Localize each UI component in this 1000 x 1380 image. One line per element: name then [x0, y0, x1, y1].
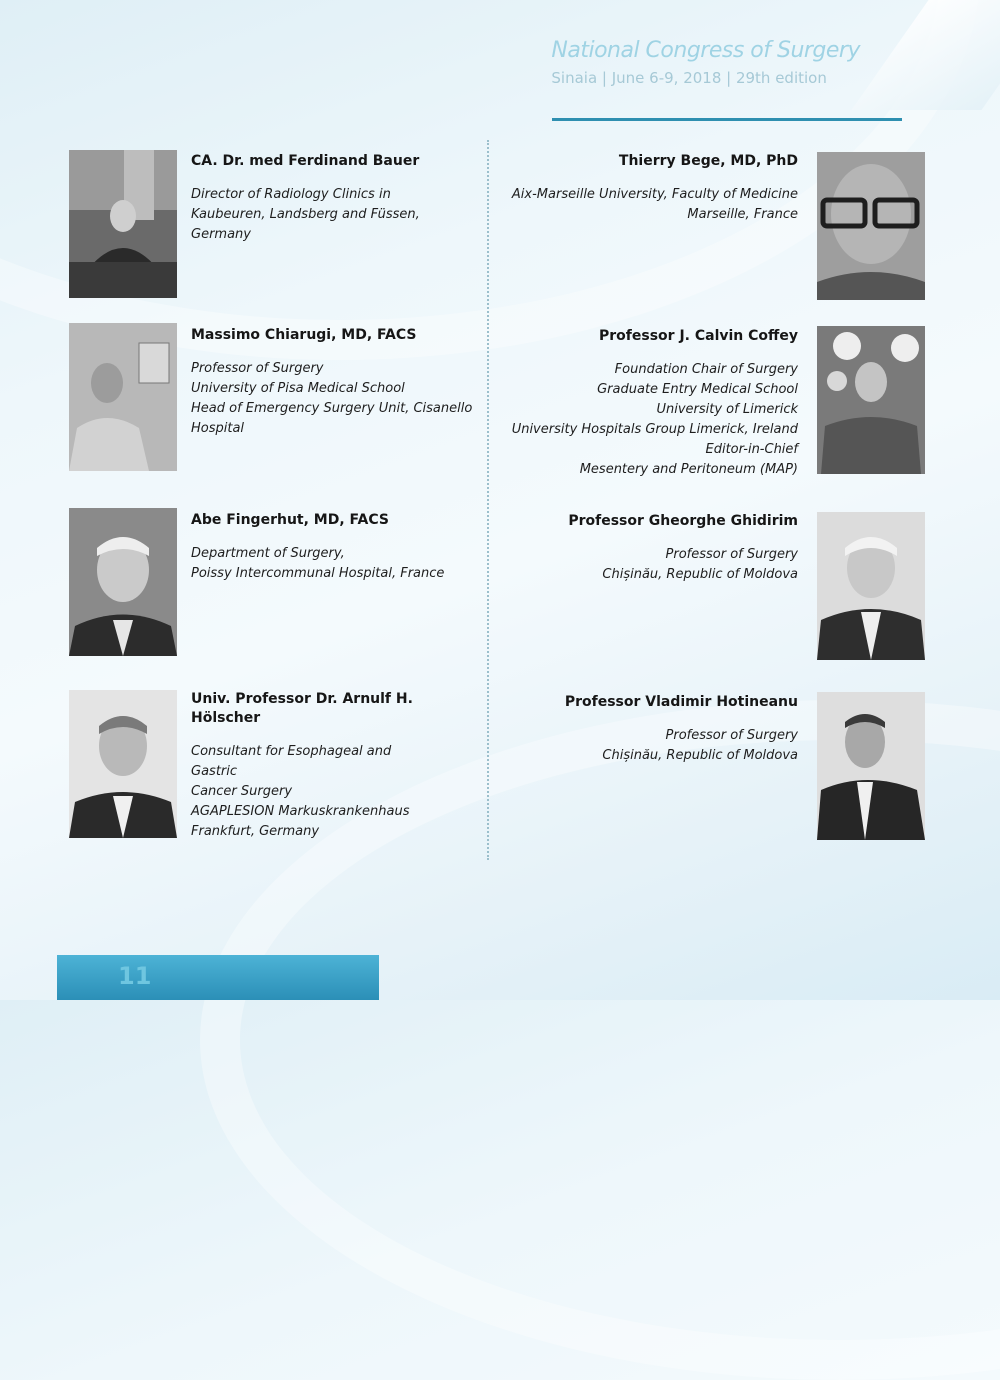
- column-divider: [487, 140, 489, 860]
- congress-title: National Congress of Surgery: [551, 38, 860, 63]
- speaker-entry: [480, 327, 798, 480]
- speaker-photo-ghidirim: [817, 512, 925, 660]
- speaker-name: CA. Dr. med Ferdinand Bauer: [191, 153, 420, 169]
- speaker-name: Professor J. Calvin Coffey: [599, 328, 798, 344]
- header-underline: [552, 118, 902, 121]
- footer-bar: [57, 955, 379, 1000]
- speaker-description: Foundation Chair of Surgery Graduate Entry Medical School University of Limerick University Hospitals Group Limerick, Ireland Editor-in-Chief Mesentery and Peritoneum (MAP): [511, 362, 798, 477]
- speaker-description: Department of Surgery, Poissy Intercommunal Hospital, France: [191, 546, 445, 581]
- speaker-photo-bege: [817, 152, 925, 300]
- speaker-photo-holscher: [69, 690, 177, 838]
- speaker-name: Professor Gheorghe Ghidirim: [568, 513, 798, 529]
- speaker-description: Aix-Marseille University, Faculty of Medicine Marseille, France: [511, 187, 798, 222]
- speaker-entry: [500, 693, 798, 766]
- speaker-name: Massimo Chiarugi, MD, FACS: [191, 327, 417, 343]
- speaker-description: Professor of Surgery Chișinău, Republic of Moldova: [602, 728, 798, 763]
- speaker-entry: [191, 511, 481, 584]
- congress-subtitle: Sinaia | June 6-9, 2018 | 29th edition: [551, 69, 827, 87]
- speaker-name: Professor Vladimir Hotineanu: [564, 694, 798, 710]
- speaker-description: Professor of Surgery Chișinău, Republic of Moldova: [602, 547, 798, 582]
- speaker-photo-fingerhut: [69, 508, 177, 656]
- congress-header: [551, 38, 860, 87]
- speaker-name: Abe Fingerhut, MD, FACS: [191, 512, 389, 528]
- page-number: 11: [118, 962, 152, 990]
- speaker-name: Univ. Professor Dr. Arnulf H. Hölscher: [191, 691, 413, 726]
- speaker-description: Director of Radiology Clinics in Kaubeuren, Landsberg and Füssen, Germany: [191, 187, 420, 242]
- speaker-photo-chiarugi: [69, 323, 177, 471]
- speaker-entry: [191, 326, 481, 439]
- speaker-entry: [500, 512, 798, 585]
- speaker-description: Professor of Surgery University of Pisa Medical School Head of Emergency Surgery Unit, Cisanello Hospital: [191, 361, 473, 436]
- speaker-entry: [191, 152, 476, 245]
- speaker-entry: [500, 152, 798, 225]
- speaker-photo-hotineanu: [817, 692, 925, 840]
- speaker-description: Consultant for Esophageal and Gastric Cancer Surgery AGAPLESION Markuskrankenhaus Frankfurt, Germany: [191, 744, 410, 839]
- speaker-photo-coffey: [817, 326, 925, 474]
- speaker-entry: [191, 690, 441, 842]
- speaker-photo-bauer: [69, 150, 177, 298]
- speaker-name: Thierry Bege, MD, PhD: [618, 153, 798, 169]
